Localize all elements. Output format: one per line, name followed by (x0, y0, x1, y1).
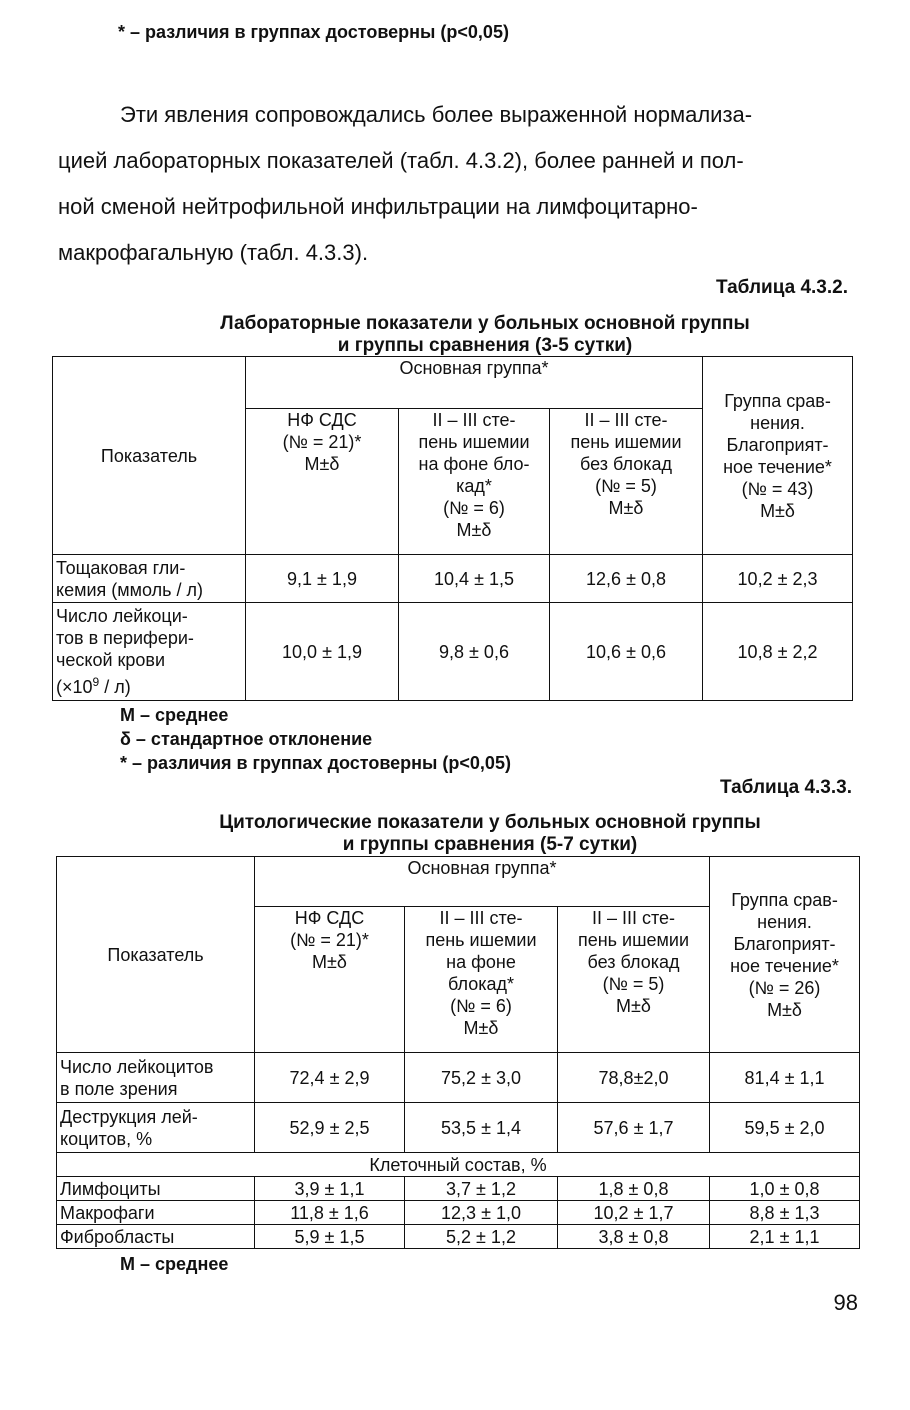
paragraph-line: макрофагальную (табл. 4.3.3). (58, 240, 369, 265)
table-row (53, 603, 853, 701)
table2-header-col1 (255, 907, 405, 1053)
note-sd: δ – стандартное отклонение (120, 729, 373, 749)
header-line: НФ СДС (294, 908, 365, 928)
header-line: (№ = 5) (595, 476, 657, 496)
table1-notes (120, 703, 511, 775)
row-label-line (56, 671, 242, 698)
row-label: Лимфоциты (57, 1177, 255, 1201)
header-line: M±δ (608, 498, 644, 518)
table2-label: Таблица 4.3.3. (719, 777, 852, 798)
table-cell: 5,9 ± 1,5 (255, 1225, 405, 1249)
row-label: Фибробласты (57, 1225, 255, 1249)
header-line: блокад* (447, 974, 514, 994)
table-row (57, 1201, 860, 1225)
table-row (57, 1053, 860, 1103)
table1-label: Таблица 4.3.2. (715, 277, 848, 298)
table-section-row (57, 1153, 860, 1177)
table-cell: 10,2 ± 2,3 (703, 555, 853, 603)
row-label-line: Тощаковая гли- (56, 557, 186, 578)
header-line: (№ = 5) (602, 974, 665, 994)
header-line: M±δ (304, 454, 340, 474)
table-cell: 53,5 ± 1,4 (405, 1103, 558, 1153)
table-cell: 8,8 ± 1,3 (710, 1201, 860, 1225)
row-label-line: в поле зрения (60, 1078, 178, 1099)
header-line: (№ = 6) (443, 498, 505, 518)
unit-text: (×10 (56, 677, 93, 697)
row-label-line: Число лейкоцитов (60, 1056, 214, 1077)
row-label-line: коцитов, % (60, 1128, 153, 1149)
header-line: Благоприят- (726, 434, 829, 455)
table-cell: 72,4 ± 2,9 (255, 1053, 405, 1103)
table1-title (130, 313, 840, 357)
table2-header-col3 (558, 907, 710, 1053)
table-cell: 81,4 ± 1,1 (710, 1053, 860, 1103)
table-cell: 5,2 ± 1,2 (405, 1225, 558, 1249)
row-label (53, 603, 246, 701)
table-row (57, 1225, 860, 1249)
row-label (57, 1103, 255, 1153)
table2-header-main-group: Основная группа* (255, 857, 710, 907)
header-line: без блокад (587, 952, 680, 972)
row-label-line: Число лейкоци- (56, 606, 188, 626)
paragraph-line: Эти явления сопровождались более выраженной нормализа- (120, 102, 753, 127)
table2-header-comparison-group (710, 857, 860, 1053)
row-label-line: Деструкция лей- (60, 1106, 198, 1127)
header-line: пень ишемии (425, 930, 537, 950)
header-line: Группа срав- (724, 390, 831, 411)
table1-title-line: Лабораторные показатели у больных основной группы (220, 313, 750, 334)
table-cell: 12,6 ± 0,8 (550, 555, 703, 603)
section-label: Клеточный состав, % (57, 1153, 860, 1177)
table-cell: 3,8 ± 0,8 (558, 1225, 710, 1249)
table1-header-col3 (550, 409, 703, 555)
unit-text: / л) (99, 677, 131, 697)
table-cell: 75,2 ± 3,0 (405, 1053, 558, 1103)
header-line: ное течение* (730, 955, 839, 976)
table1-header-comparison-group (703, 357, 853, 555)
header-line: ное течение* (723, 456, 832, 477)
header-line: НФ СДС (287, 410, 357, 430)
header-line: пень ишемии (577, 930, 690, 950)
table-cell: 52,9 ± 2,5 (255, 1103, 405, 1153)
table-cell: 10,2 ± 1,7 (558, 1201, 710, 1225)
table-cell: 9,8 ± 0,6 (399, 603, 550, 701)
table-cell: 78,8±2,0 (558, 1053, 710, 1103)
header-line: (№ = 21)* (290, 930, 369, 950)
header-line: M±δ (616, 996, 651, 1016)
table-cell: 9,1 ± 1,9 (246, 555, 399, 603)
header-line: II – III сте- (432, 410, 516, 430)
header-line: Благоприят- (733, 933, 836, 954)
table-cell: 10,6 ± 0,6 (550, 603, 703, 701)
table1-title-line: и группы сравнения (3-5 сутки) (337, 335, 633, 356)
table-cell: 10,4 ± 1,5 (399, 555, 550, 603)
header-line: кад* (456, 476, 492, 496)
table2-note-mean: M – среднее (120, 1254, 229, 1274)
table-cell: 12,3 ± 1,0 (405, 1201, 558, 1225)
row-label (57, 1053, 255, 1103)
table1 (52, 356, 853, 701)
table-cell: 10,8 ± 2,2 (703, 603, 853, 701)
paragraph-line: цией лабораторных показателей (табл. 4.3.2), более ранней и пол- (58, 148, 744, 173)
header-line: на фоне (446, 952, 516, 972)
header-line: M±δ (312, 952, 347, 972)
note-significance: * – различия в группах достоверны (p<0,05) (120, 753, 511, 773)
top-significance-note: * – различия в группах достоверны (p<0,05) (118, 22, 509, 42)
table-row (57, 1177, 860, 1201)
header-line: без блокад (580, 454, 672, 474)
table-cell: 1,8 ± 0,8 (558, 1177, 710, 1201)
header-line: нения. (750, 412, 805, 433)
table-cell: 11,8 ± 1,6 (255, 1201, 405, 1225)
table-cell: 3,7 ± 1,2 (405, 1177, 558, 1201)
header-line: пень ишемии (418, 432, 530, 452)
body-paragraph (58, 92, 858, 276)
header-line: (№ = 21)* (282, 432, 362, 452)
header-line: M±δ (767, 999, 802, 1020)
row-label: Макрофаги (57, 1201, 255, 1225)
header-line: на фоне бло- (418, 454, 530, 474)
header-line: M±δ (456, 520, 492, 540)
header-line: M±δ (760, 500, 795, 521)
header-line: (№ = 26) (748, 977, 821, 998)
table-cell: 59,5 ± 2,0 (710, 1103, 860, 1153)
header-line: II – III сте- (591, 908, 676, 928)
header-line: II – III сте- (584, 410, 668, 430)
table-row (57, 1103, 860, 1153)
table1-header-col2 (399, 409, 550, 555)
table-row (53, 555, 853, 603)
header-line: (№ = 43) (741, 478, 814, 499)
header-line: M±δ (463, 1018, 499, 1038)
row-label-line: ческой крови (56, 650, 166, 670)
table-cell: 57,6 ± 1,7 (558, 1103, 710, 1153)
table2-title-line: и группы сравнения (5-7 сутки) (342, 834, 638, 855)
note-mean: M – среднее (120, 705, 229, 725)
header-line: Группа срав- (731, 889, 838, 910)
row-label (53, 555, 246, 603)
table2-title-line: Цитологические показатели у больных основной группы (219, 812, 761, 833)
table2-header-indicator: Показатель (57, 857, 255, 1053)
row-label-line: тов в перифери- (56, 628, 194, 648)
row-label-line: кемия (ммоль / л) (56, 579, 204, 600)
paragraph-line: ной сменой нейтрофильной инфильтрации на лимфоцитарно- (58, 194, 698, 219)
page-number: 98 (833, 1290, 858, 1315)
table-cell: 1,0 ± 0,8 (710, 1177, 860, 1201)
table-cell: 3,9 ± 1,1 (255, 1177, 405, 1201)
header-line: (№ = 6) (450, 996, 512, 1016)
table2-title (135, 812, 845, 856)
header-line: II – III сте- (439, 908, 523, 928)
table1-header-main-group: Основная группа* (246, 357, 703, 409)
table2-header-col2 (405, 907, 558, 1053)
table-cell: 2,1 ± 1,1 (710, 1225, 860, 1249)
table2 (56, 856, 860, 1249)
header-line: нения. (757, 911, 812, 932)
header-line: пень ишемии (570, 432, 682, 452)
table1-header-indicator: Показатель (53, 357, 246, 555)
table-cell: 10,0 ± 1,9 (246, 603, 399, 701)
table1-header-col1 (246, 409, 399, 555)
unit-exponent: 9 (92, 675, 100, 689)
